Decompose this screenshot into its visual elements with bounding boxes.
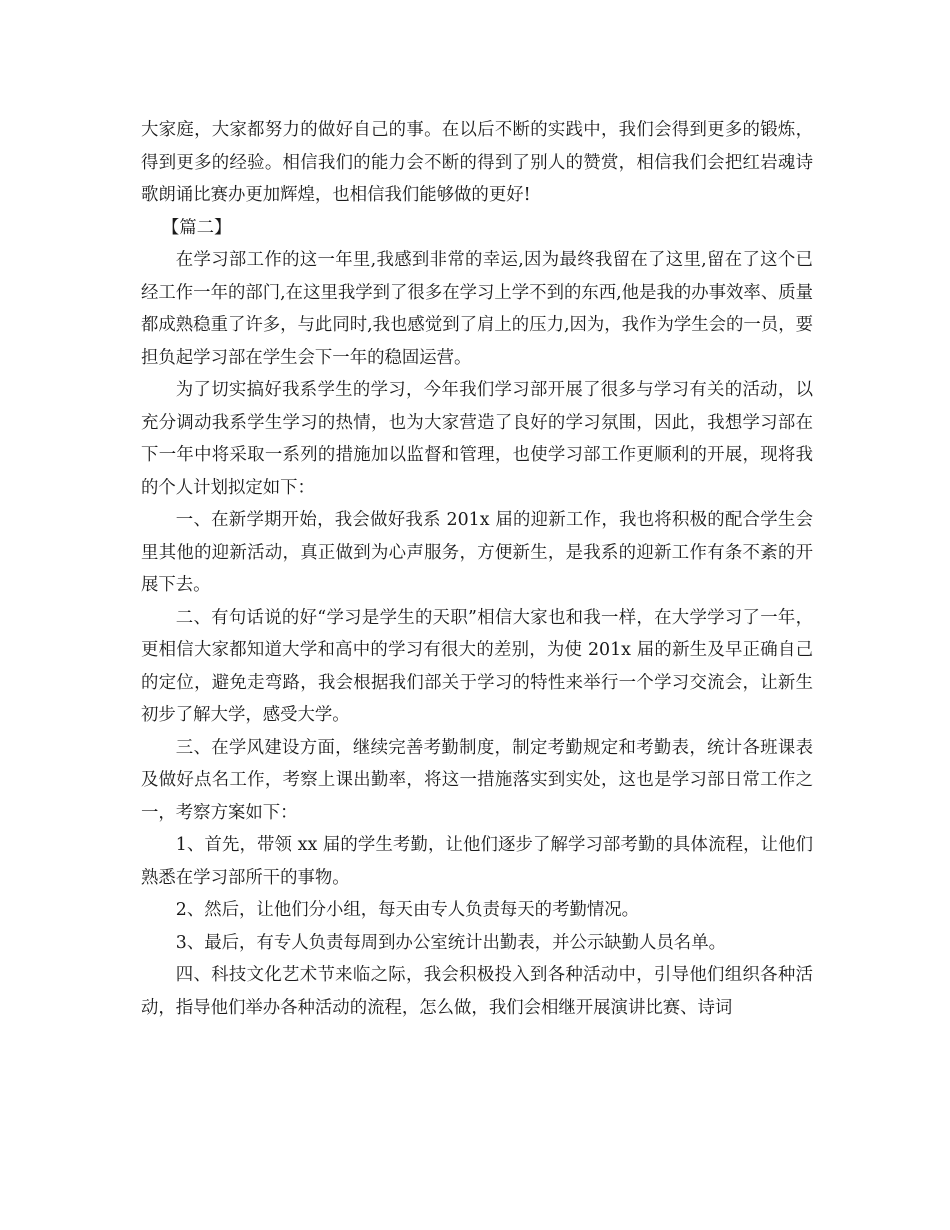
paragraph: 三、在学风建设方面，继续完善考勤制度，制定考勤规定和考勤表，统计各班课表及做好点名工作，考察上课出勤率，将这一措施落实到实处，这也是学习部日常工作之一，考察方案如下： (141, 737, 813, 823)
paragraph: 四、科技文化艺术节来临之际，我会积极投入到各种活动中，引导他们组织各种活动，指导他们举办各种活动的流程，怎么做，我们会相继开展演讲比赛、诗词 (141, 965, 813, 1018)
paragraph: 为了切实搞好我系学生的学习，今年我们学习部开展了很多与学习有关的活动，以充分调动我系学生学习的热情，也为大家营造了良好的学习氛围，因此，我想学习部在下一年中将采取一系列的措施加以监督和管理，也使学习部工作更顺利的开展，现将我的个人计划拟定如下： (141, 380, 813, 498)
paragraph: 一、在新学期开始，我会做好我系 201x 届的迎新工作，我也将积极的配合学生会里其他的迎新活动，真正做到为心声服务，方便新生，是我系的迎新工作有条不紊的开展下去。 (141, 510, 813, 595)
list-item: 2、然后，让他们分小组，每天由专人负责每天的考勤情况。 (175, 900, 640, 920)
section-heading: 【篇二】 (161, 217, 232, 238)
paragraph: 二、有句话说的好“学习是学生的天职”相信大家也和我一样，在大学学习了一年，更相信大家都知道大学和高中的学习有很大的差别，为使 201x 届的新生及早正确自己的定位，避免走弯路，我会根据我们部关于学习的特性来举行一个学习交流会，让新生初步了解大学，感受大学。 (141, 607, 813, 725)
document-body (141, 114, 813, 1024)
list-item: 1、首先，带领 xx 届的学生考勤，让他们逐步了解学习部考勤的具体流程，让他们熟悉在学习部所干的事物。 (141, 835, 813, 888)
paragraph-intro: 大家庭，大家都努力的做好自己的事。在以后不断的实践中，我们会得到更多的锻炼，得到更多的经验。相信我们的能力会不断的得到了别人的赞赏，相信我们会把红岩魂诗歌朗诵比赛办更加辉煌，也相信我们能够做的更好! (141, 120, 813, 205)
list-item: 3、最后，有专人负责每周到办公室统计出勤表，并公示缺勤人员名单。 (175, 932, 726, 953)
paragraph: 在学习部工作的这一年里,我感到非常的幸运,因为最终我留在了这里,留在了这个已经工作一年的部门,在这里我学到了很多在学习上学不到的东西,他是我的办事效率、质量都成熟稳重了许多，与此同时,我也感觉到了肩上的压力,因为，我作为学生会的一员，要担负起学习部在学生会下一年的稳固运营。 (141, 250, 813, 368)
